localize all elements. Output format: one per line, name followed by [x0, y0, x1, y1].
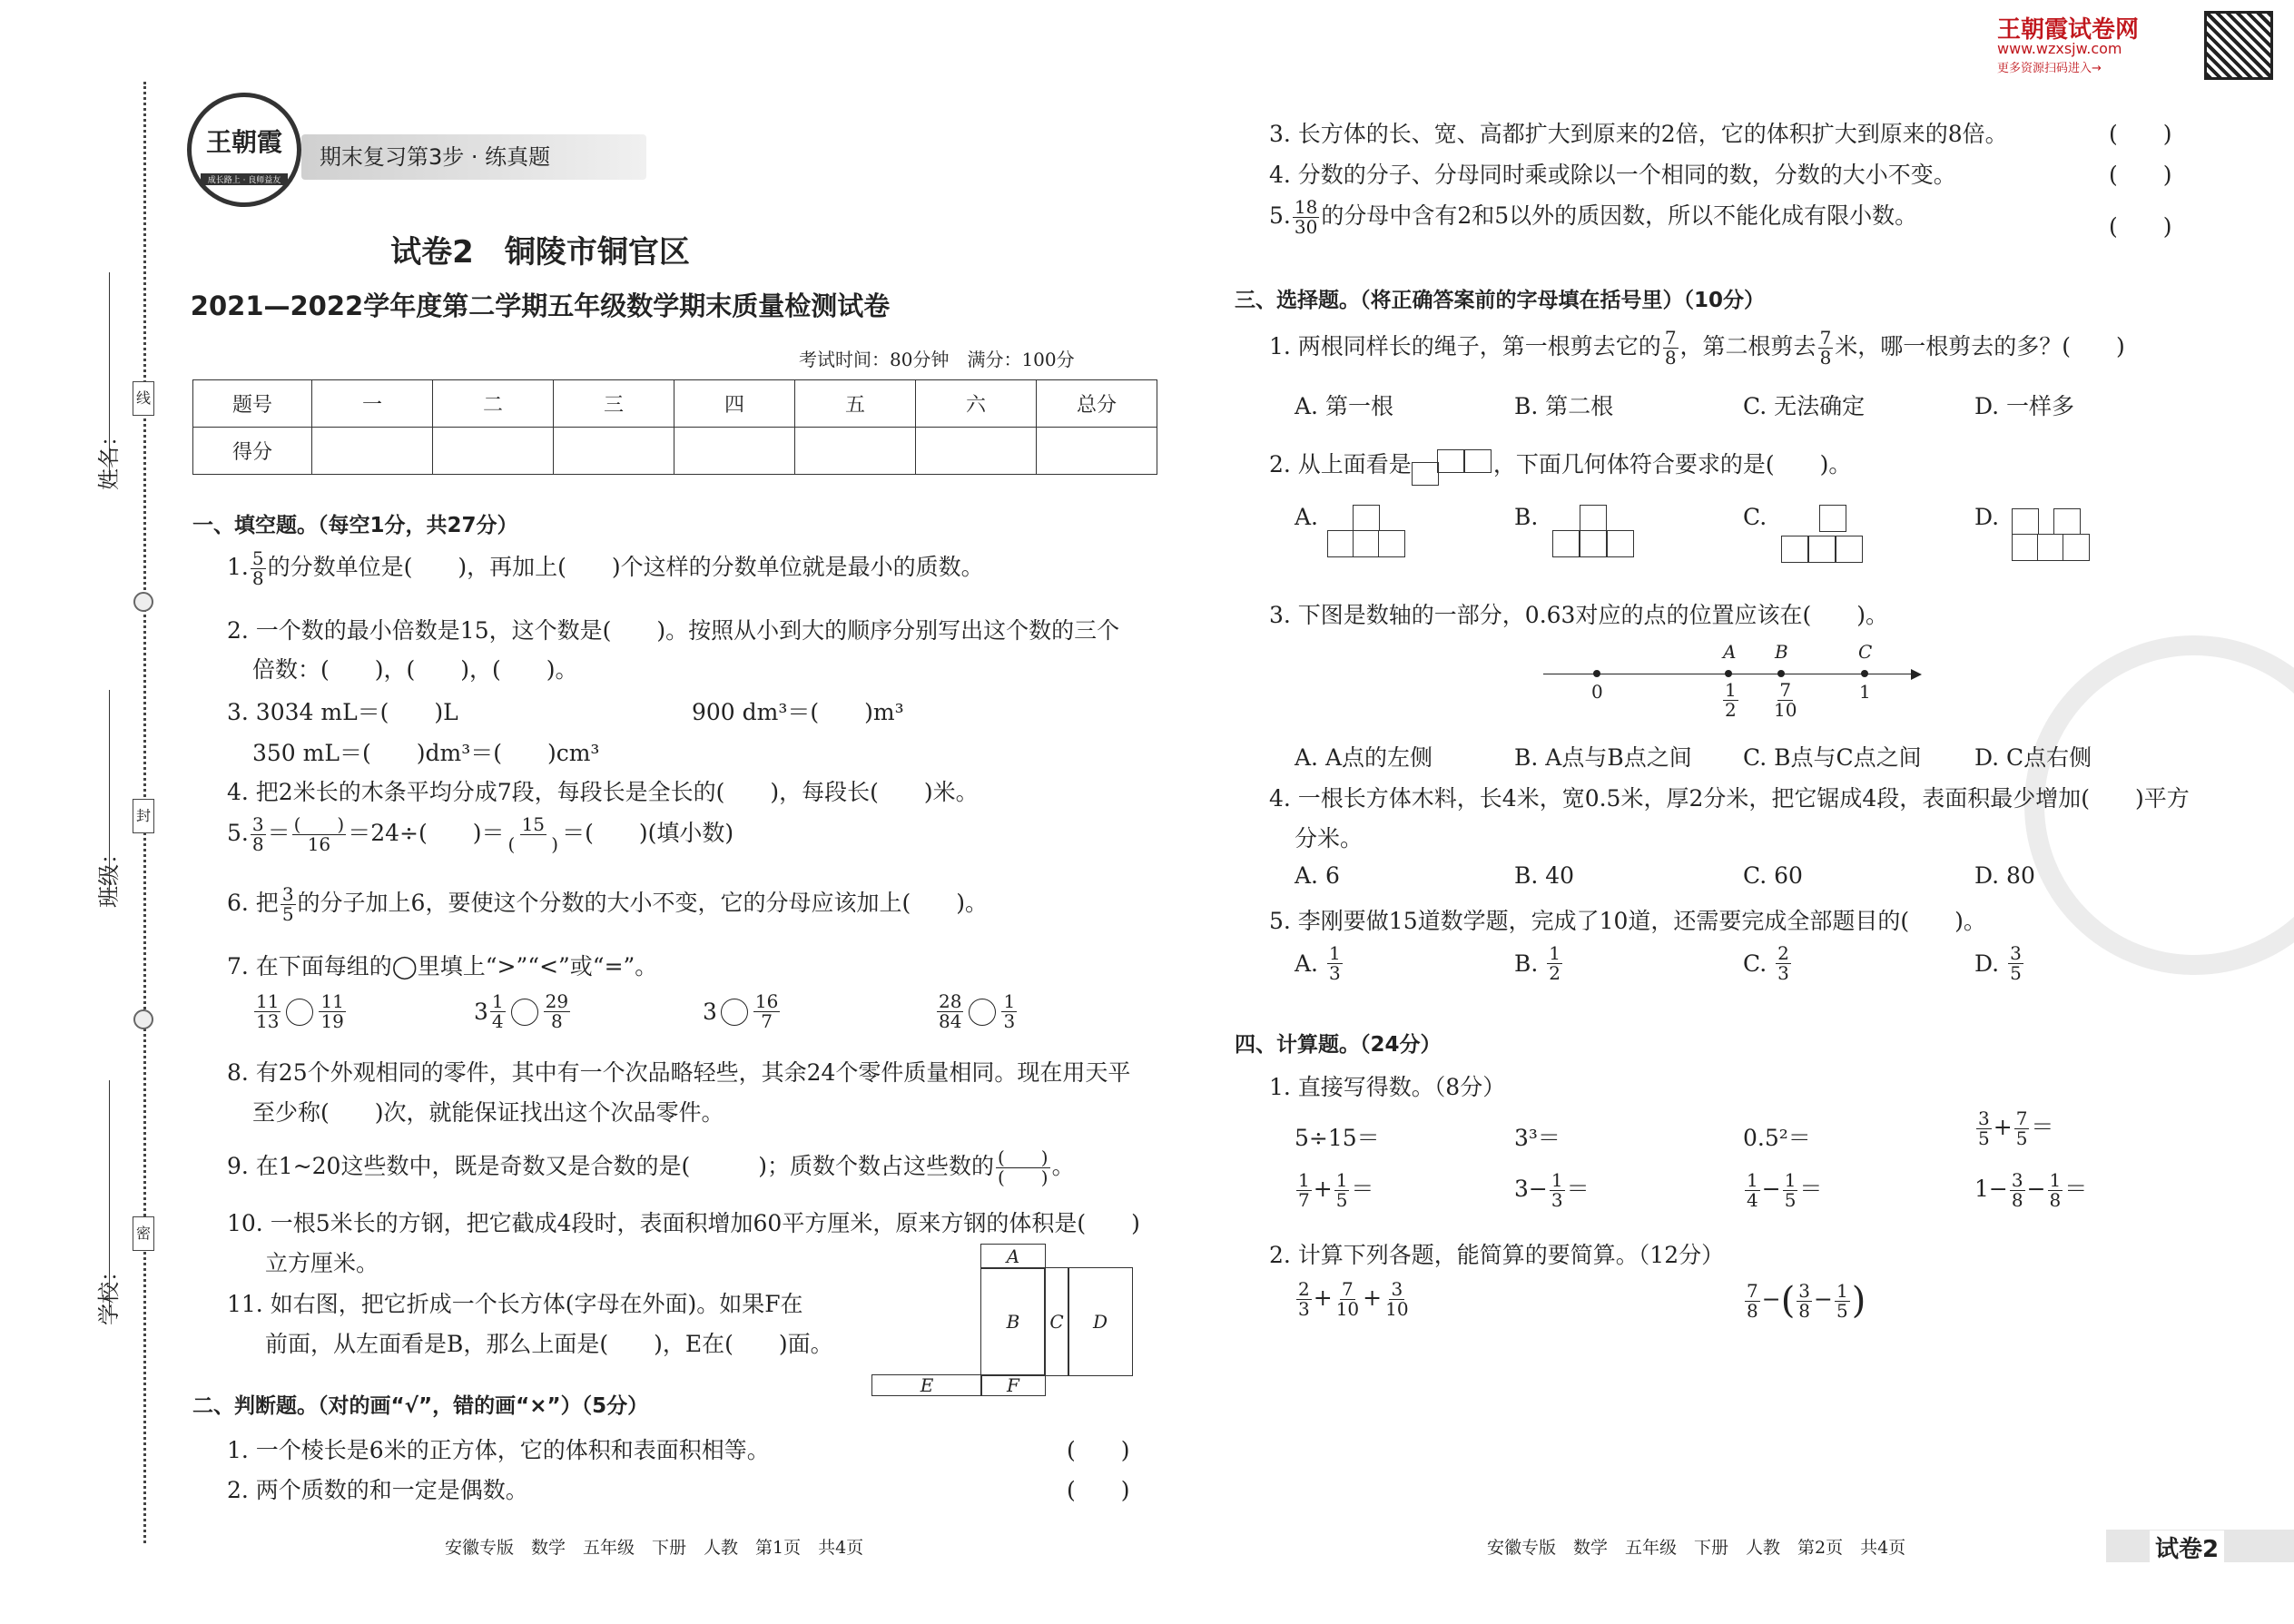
section1-heading: 一、填空题。（每空1分，共27分）	[192, 514, 518, 537]
judge-item-2: 2. 两个质数的和一定是偶数。	[227, 1477, 528, 1503]
compare-circle[interactable]	[721, 999, 748, 1026]
score-input-cell[interactable]	[795, 428, 916, 475]
answer-paren[interactable]: ( )	[2109, 213, 2172, 240]
question-1-3c: 350 mL＝( )dm³＝( )cm³	[252, 740, 600, 766]
choice-option[interactable]: A.	[1295, 504, 1319, 530]
choice-option[interactable]: B.	[1514, 504, 1539, 530]
calc-item: $\frac{7}{8}$ −( $\frac{3}{8}$ − $\frac{1}{5}$ )	[1747, 1279, 1866, 1322]
choice-option[interactable]: A. $\frac{1}{3}$	[1295, 942, 1341, 984]
choice-option[interactable]: C. 60	[1743, 862, 1803, 889]
number-line-diagram	[1543, 635, 1925, 726]
question-1-9: 9. 在1~20这些数中，既是奇数又是合数的是( )；质数个数占这些数的 $\frac{( )}{( )}$ 。	[227, 1147, 1075, 1188]
fraction: $\frac{1}{4}$	[491, 990, 504, 1032]
question-1-2-cont: 倍数：( )，( )，( )。	[252, 656, 578, 683]
question-1-2: 2. 一个数的最小倍数是15，这个数是( )。按照从小到大的顺序分别写出这个数的三个	[227, 617, 1120, 644]
binding-hole-icon	[133, 592, 153, 612]
site-url: www.wzxsjw.com	[1997, 40, 2122, 57]
table-cell: 六	[916, 380, 1037, 428]
fraction: $\frac{3}{8}$	[251, 813, 264, 855]
net-face-c: C	[1044, 1267, 1069, 1376]
logo-subtitle: 成长路上 · 良师益友	[201, 173, 288, 185]
question-1-3a: 3. 3034 mL＝( )L	[227, 699, 458, 725]
fraction: $\frac{5}{8}$	[251, 547, 264, 589]
fraction: $\frac{28}{84}$	[939, 990, 962, 1032]
score-input-cell[interactable]	[1037, 428, 1157, 475]
section3-heading: 三、选择题。（将正确答案前的字母填在括号里）（10分）	[1235, 289, 1766, 312]
table-cell: 四	[674, 380, 795, 428]
cube-figure-c-icon[interactable]	[1776, 499, 1885, 572]
compare-circle[interactable]	[511, 999, 538, 1026]
table-cell: 五	[795, 380, 916, 428]
choice-option[interactable]: A. 第一根	[1295, 393, 1393, 419]
judge-item-4: 4. 分数的分子、分母同时乘或除以一个相同的数，分数的大小不变。	[1269, 162, 1956, 188]
school-field[interactable]	[109, 1080, 110, 1316]
judge-item-1: 1. 一个棱长是6米的正方体，它的体积和表面积相等。	[227, 1437, 770, 1463]
question-1-10-cont: 立方厘米。	[265, 1250, 379, 1276]
score-input-cell[interactable]	[433, 428, 554, 475]
calc-item: $\frac{1}{4}$ − $\frac{1}{5}$ ＝	[1747, 1169, 1823, 1211]
paper-title: 试卷2 铜陵市铜官区	[390, 234, 690, 271]
calc-item: $\frac{1}{7}$ + $\frac{1}{5}$ ＝	[1298, 1169, 1374, 1211]
score-table-score-row	[193, 428, 1157, 475]
axis-point	[1725, 670, 1732, 677]
calc-subheading-2: 2. 计算下列各题，能简算的要简算。（12分）	[1269, 1242, 1725, 1268]
choice-question-4: 4. 一根长方体木料，长4米，宽0.5米，厚2分米，把它锯成4段，表面积最少增加( )平方	[1269, 785, 2190, 812]
question-1-1: 1. $\frac{5}{8}$ 的分数单位是( )，再加上( )个这样的分数单位就是最小的质数。	[227, 547, 984, 589]
choice-option[interactable]: B. $\frac{1}{2}$	[1514, 942, 1561, 984]
compare-item-4	[935, 992, 1019, 1031]
question-1-10: 10. 一根5米长的方钢，把它截成4段时，表面积增加60平方厘米，原来方钢的体积是( )	[227, 1210, 1140, 1236]
net-face-f: F	[980, 1374, 1046, 1396]
paper-subtitle: 2021—2022学年度第二学期五年级数学期末质量检测试卷	[190, 290, 891, 321]
fraction: $\frac{11}{19}$	[320, 990, 344, 1032]
table-cell: 题号	[193, 380, 312, 428]
cube-figure-d-icon[interactable]	[2008, 499, 2117, 572]
score-input-cell[interactable]	[312, 428, 433, 475]
question-1-8: 8. 有25个外观相同的零件，其中有一个次品略轻些，其余24个零件质量相同。现在用天平	[227, 1059, 1131, 1086]
cube-figure-a-icon[interactable]	[1327, 499, 1436, 572]
footer-right: 安徽专版 数学 五年级 下册 人教 第2页 共4页	[1487, 1538, 1906, 1558]
answer-paren[interactable]: ( )	[1067, 1477, 1130, 1503]
fraction: $\frac{11}{13}$	[256, 990, 280, 1032]
axis-point-label: A	[1723, 641, 1737, 663]
net-face-e: E	[871, 1374, 982, 1396]
compare-circle[interactable]	[969, 999, 996, 1026]
qr-code-icon[interactable]	[2204, 11, 2273, 80]
net-face-a: A	[980, 1244, 1046, 1269]
choice-option[interactable]: D. 一样多	[1974, 393, 2075, 419]
axis-tick-label: 1	[1859, 681, 1871, 703]
net-face-b: B	[980, 1267, 1046, 1376]
choice-option[interactable]: D. 80	[1974, 862, 2035, 889]
footer-tag: 试卷2	[2150, 1530, 2224, 1564]
axis-point-label: C	[1858, 641, 1873, 663]
choice-option[interactable]: A. 6	[1295, 862, 1340, 889]
axis-point-label: B	[1775, 641, 1788, 663]
choice-option[interactable]: D. $\frac{3}{5}$	[1974, 942, 2022, 984]
section4-heading: 四、计算题。（24分）	[1235, 1033, 1442, 1057]
question-1-7: 7. 在下面每组的◯里填上“>”“<”或“=”。	[227, 953, 658, 979]
calc-item: 3− $\frac{1}{3}$ ＝	[1514, 1169, 1590, 1211]
choice-option[interactable]: A. A点的左侧	[1295, 744, 1433, 771]
answer-paren[interactable]: ( )	[2109, 162, 2172, 188]
logo-badge	[187, 93, 301, 207]
calc-item: 0.5²＝	[1743, 1125, 1811, 1151]
choice-option[interactable]: D.	[1974, 504, 2000, 530]
school-label: 学校：	[96, 1260, 122, 1325]
table-cell: 一	[312, 380, 433, 428]
table-cell: 二	[433, 380, 554, 428]
calc-item: 3³＝	[1514, 1125, 1561, 1151]
choice-question-3: 3. 下图是数轴的一部分，0.63对应的点的位置应该在( )。	[1269, 602, 1888, 628]
choice-option[interactable]: D. C点右侧	[1974, 744, 2092, 771]
choice-question-1: 1. 两根同样长的绳子，第一根剪去它的 $\frac{7}{8}$ ，第二根剪去 $\frac{7}{8}$ 米，哪一根剪去的多？( )	[1269, 327, 2125, 369]
axis-point	[1593, 670, 1600, 677]
site-hint: 更多资源扫码进入→	[1997, 62, 2102, 75]
choice-option[interactable]: B. 第二根	[1514, 393, 1614, 419]
name-field[interactable]	[109, 272, 110, 481]
cube-figure-b-icon[interactable]	[1547, 499, 1656, 572]
binding-hole-icon	[133, 1009, 153, 1029]
judge-item-5: 5. $\frac{18}{30}$ 的分母中含有2和5以外的质因数，所以不能化成有限小数。	[1269, 196, 1918, 238]
footer-left: 安徽专版 数学 五年级 下册 人教 第1页 共4页	[445, 1538, 864, 1558]
judge-item-3: 3. 长方体的长、宽、高都扩大到原来的2倍，它的体积扩大到原来的8倍。	[1269, 121, 2008, 147]
exam-info: 考试时间：80分钟 满分：100分	[799, 349, 1075, 370]
choice-option[interactable]: C. B点与C点之间	[1743, 744, 1922, 771]
compare-item-2: 3 $\frac{1}{4}$ $\frac{29}{8}$	[474, 990, 569, 1032]
calc-item: $\frac{3}{5}$ + $\frac{7}{5}$ ＝	[1978, 1107, 2054, 1149]
choice-question-5: 5. 李刚要做15道数学题，完成了10道，还需要完成全部题目的( )。	[1269, 908, 1986, 934]
choice-option[interactable]: B. 40	[1514, 862, 1575, 889]
score-input-cell[interactable]	[916, 428, 1037, 475]
class-field[interactable]	[109, 690, 110, 899]
question-1-3b: 900 dm³＝( )m³	[692, 699, 904, 725]
table-cell: 总分	[1037, 380, 1157, 428]
table-cell: 得分	[193, 428, 312, 475]
section2-heading: 二、判断题。（对的画“√”，错的画“×”）（5分）	[192, 1394, 649, 1418]
calc-item: $\frac{2}{3}$ + $\frac{7}{10}$ + $\frac{3}{10}$	[1298, 1278, 1409, 1320]
axis-tick-label: $\frac{7}{10}$	[1774, 679, 1797, 721]
choice-option[interactable]: C. $\frac{2}{3}$	[1743, 942, 1789, 984]
review-banner: 期末复习第3步 · 练真题	[301, 134, 646, 180]
fraction: $\frac{7}{8}$	[1819, 327, 1832, 369]
calc-item: 5÷15＝	[1295, 1125, 1380, 1151]
answer-paren[interactable]: ( )	[2109, 121, 2172, 147]
score-table	[192, 379, 1157, 475]
fraction: $\frac{16}{7}$	[754, 990, 779, 1032]
axis-tick-label: 0	[1591, 681, 1603, 703]
class-label: 班级：	[96, 842, 122, 908]
fraction: $\frac{29}{8}$	[545, 990, 569, 1032]
question-1-4: 4. 把2米长的木条平均分成7段，每段长是全长的( )，每段长( )米。	[227, 779, 979, 805]
cuboid-net-diagram	[871, 1244, 1144, 1396]
fraction: $\frac{( )}{16}$	[293, 813, 345, 855]
axis-point	[1777, 670, 1785, 677]
binding-mark-feng: 封	[133, 799, 154, 833]
top-view-shape-icon	[1412, 449, 1493, 484]
calc-item: 1− $\frac{3}{8}$ − $\frac{1}{8}$ ＝	[1974, 1169, 2088, 1211]
choice-question-2: 2. 从上面看是 ，下面几何体符合要求的是( )。	[1269, 447, 1851, 484]
table-cell: 三	[554, 380, 674, 428]
question-1-6: 6. 把 $\frac{3}{5}$ 的分子加上6，要使这个分数的大小不变，它的分母应该加上( )。	[227, 883, 988, 925]
binding-mark-mi: 密	[133, 1216, 154, 1251]
arrow-right-icon	[1911, 669, 1922, 680]
binding-mark-xian: 线	[133, 381, 154, 416]
choice-question-4-cont: 分米。	[1295, 825, 1364, 851]
question-1-11: 11. 如右图，把它折成一个长方体(字母在外面)。如果F在	[227, 1291, 803, 1317]
site-name: 王朝霞试卷网	[1997, 16, 2140, 44]
fraction: $\frac{( )}{( )}$	[997, 1147, 1049, 1188]
net-face-d: D	[1068, 1267, 1133, 1376]
score-input-cell[interactable]	[554, 428, 674, 475]
score-input-cell[interactable]	[674, 428, 795, 475]
fraction: $\frac{7}{8}$	[1664, 327, 1677, 369]
fraction: $\frac{18}{30}$	[1294, 196, 1318, 238]
name-label: 姓名：	[96, 425, 122, 490]
fraction: $\frac{3}{5}$	[281, 883, 294, 925]
axis-point	[1861, 670, 1868, 677]
fraction: $\frac{15}{( )}$	[507, 813, 559, 855]
score-table-header-row	[193, 380, 1157, 428]
choice-option[interactable]: C. 无法确定	[1743, 393, 1866, 419]
calc-subheading-1: 1. 直接写得数。（8分）	[1269, 1074, 1506, 1100]
choice-option[interactable]: C.	[1743, 504, 1767, 530]
question-1-8-cont: 至少称( )次，就能保证找出这个次品零件。	[252, 1099, 724, 1126]
compare-circle[interactable]	[286, 999, 313, 1026]
compare-item-1	[252, 992, 348, 1031]
logo-text: 王朝霞	[205, 127, 282, 157]
fraction: $\frac{1}{3}$	[1003, 990, 1016, 1032]
question-1-11-cont: 前面，从左面看是B，那么上面是( )，E在( )面。	[265, 1331, 833, 1357]
question-1-5: 5. $\frac{3}{8}$ ＝ $\frac{( )}{16}$ ＝24÷( )＝ $\frac{15}{( )}$ ＝( )(填小数)	[227, 813, 734, 855]
answer-paren[interactable]: ( )	[1067, 1437, 1130, 1463]
axis-tick-label: $\frac{1}{2}$	[1725, 679, 1737, 721]
compare-item-3: 3 $\frac{16}{7}$	[703, 990, 779, 1032]
choice-option[interactable]: B. A点与B点之间	[1514, 744, 1692, 771]
